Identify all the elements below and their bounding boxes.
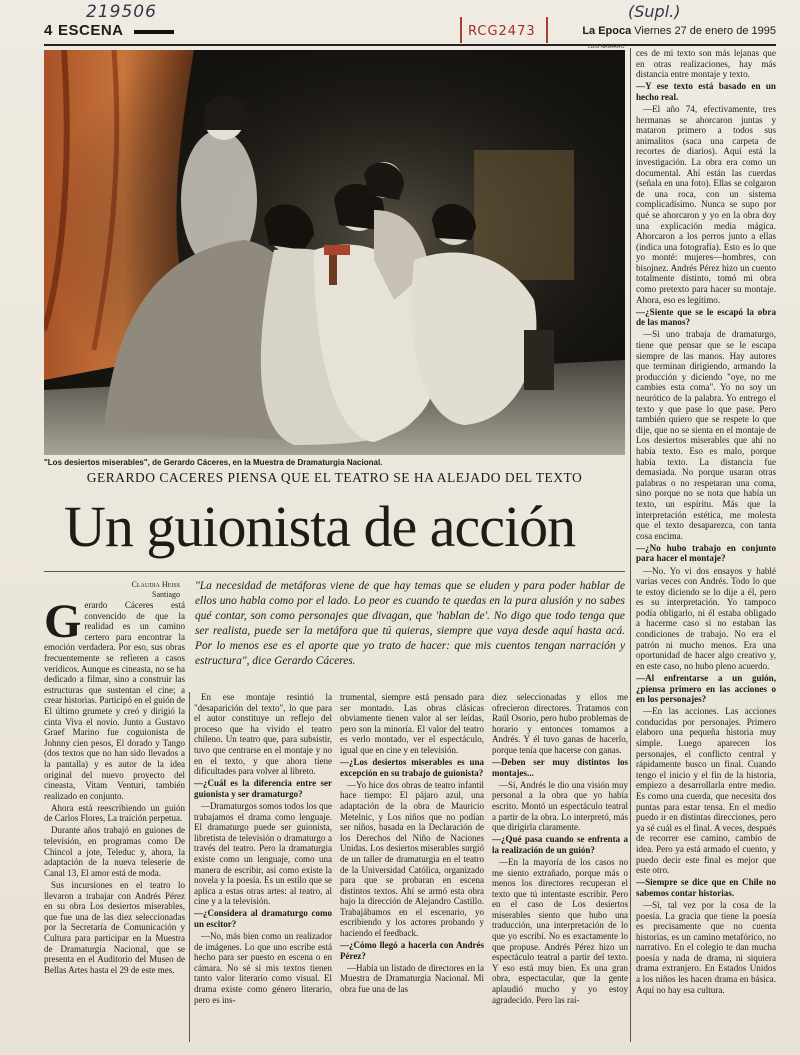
article-column-1	[44, 595, 185, 977]
interview-question: —Siempre se dice que en Chile no sabemos contar historias.	[636, 877, 776, 898]
byline-author: Claudia Heiss	[131, 580, 180, 589]
masthead	[44, 22, 776, 46]
publication-date: Viernes 27 de enero de 1995	[634, 25, 776, 37]
paragraph: —No, más bien como un realizador de imágenes. Lo que uno escribe está hecho para ser puesto en escena o en cámara. No sé si mis textos tienen tanto valor literario como visual. El drama existe como género literario, pero es ins-	[194, 931, 332, 1005]
article-column-3	[340, 692, 484, 996]
paragraph: —Si uno trabaja de dramaturgo, tiene que pensar que se le escapa siempre de las manos. Hay autores que terminan dirigiendo, armando la producción y diciendo "oye, no me cambies esta coma". Yo no soy un neurótico de la palabra. Yo entrego el texto y que pase lo que pase. Pero también quiero que se respete lo que dije, que no se sienta en el montaje de Los desiertos miserables que ahí no había texto. Eso es malo, porque había texto. La distancia fue demasiada. No porque usaran otras palabras o no respetaran una coma, sino porque no se nota que había un texto, un espíritu. Más que la interpretación estética, me molesta que el texto desaparezca, con tanta cosa encima.	[636, 329, 776, 541]
paragraph: —En la mayoría de los casos no me siento extrañado, porque más o menos los directores recuperan el texto que tú intentaste escribir. Pero en el caso de Los desiertos miserables siento que hubo una traducción, una interpretación de lo que yo escribí. No es exactamente lo que propuse. Andrés Pérez hizo un espectáculo teatral a partir del texto. Y eso está muy bien. Es una gran obra, espectacular, que la gente aplaudió mucho y yo estoy agradecido. Pero las raí-	[492, 856, 628, 1005]
handwritten-archive-number: 219506	[86, 2, 157, 22]
section-bar	[134, 30, 174, 34]
paragraph: En ese montaje resintió la "desaparición del texto", lo que para el autor constituye un reflejo del proceso que ha vivido el teatro chileno. Un teatro que, para subsistir, tuvo que centrarse en el montaje y no en el texto, y que ahora tiene dificultades para volver al libreto.	[194, 692, 332, 777]
interview-question: —¿Siente que se le escapó la obra de las manos?	[636, 306, 776, 328]
interview-question: —¿Cómo llegó a hacerla con Andrés Pérez?	[340, 940, 484, 961]
photo-credit: LUIS NAVARRO	[588, 44, 625, 50]
article-column-4	[492, 692, 628, 1007]
interview-question: —Deben ser muy distintos los montajes...	[492, 757, 628, 778]
paragraph: Sus incursiones en el teatro lo llevaron a trabajar con Andrés Pérez en su obra Los desiertos miserables, que fue una de las diez seleccionadas por la Secretaría de Comunicación y Cultura para participar en la Muestra de Dramaturgia Nacional, que se presenta en el Auditorio del Museo de Bellas Artes hasta el 29 de este mes.	[44, 879, 185, 975]
article-column-2	[194, 692, 332, 1007]
publication-line	[582, 25, 776, 37]
interview-question: —¿Qué pasa cuando se enfrenta a la realización de un guión?	[492, 834, 628, 855]
paragraph-continued: diez seleccionadas y ellos me ofrecieron directores. Tratamos con Raúl Osorio, pero hubo problemas de horario y entonces tomamos a Andrés. Y él tuvo ganas de hacerlo, porque tenía que hacerse con ganas.	[492, 692, 628, 755]
paragraph: —En las acciones. Las acciones conducidas por personajes. Primero elaboro una pequeña historia muy simple. Luego aparecen los personajes, el conflicto central y rápidamente busco un final. Cuando tengo el inicio y el fin de la historia, empiezo a desarrollarla entre medio. Es como una cuerda, que necesita dos puntas para estar tensa. En el medio puedo ir en distintas direcciones, pero ya sé cuál es el final. A veces, después de recorrer ese camino, cambio de idea. Pero ya está armado el cuento, y puedo decir este final es mejor que este otro.	[636, 706, 776, 876]
headline-rule	[44, 571, 625, 572]
byline-place: Santiago	[152, 590, 180, 599]
paragraph: —Sí, Andrés le dio una visión muy personal a la obra que yo había escrito. Montó un espectáculo teatral a partir de la obra. Lo interpretó, más que dirigirla claramente.	[492, 779, 628, 833]
interview-question: —¿No hubo trabajo en conjunto para hacer el montaje?	[636, 542, 776, 564]
paragraph: erardo Cáceres está convencido de que la realidad es un camino certero para encontrar la emoción verdadera. Por eso, sus obras frecuentemente se refieren a casos verídicos. Aunque es cineasta, no se ha dedicado a filmar, sino a construir las estructuras que sustentan el cine; a crear historias. Participó en el guión de El último grumete y creó y dirigió la cinta Viva el novio. Junto a Gustavo Graef Marino fue coguionista de Johnny cien pesos, El dorado y Tango (dos textos que no han sido llevados a la pantalla) y es autor de la idea original del nuevo proyecto del cineasta, Vitam Venturi, también realizado en conjunto.	[44, 600, 185, 801]
handwritten-note: (Supl.)	[628, 2, 681, 21]
column-rule	[630, 48, 631, 1042]
photo-caption: "Los desiertos miserables", de Gerardo Cáceres, en la Muestra de Dramaturgia Nacional.	[44, 458, 383, 467]
paragraph: —El año 74, efectivamente, tres hermanas se ahorcaron juntas y mataron primero a todos sus animalitos (saca una carpeta de recortes de diarios). Aquí está la investigación. La obra era como un documental. Ahí están las cuerdas (señala en una foto). Ellas se colgaron de una roca, con un sistema complicadísimo. Nunca se supo por qué se ahorcaron y yo en la obra doy una explicación media mágica. Ahorcaron a los perros junto a ellas (indica una fotografía). Esto es lo que yo monté: mujeres—hombres, con bisojnez. Andrés Pérez hizo un cuento totalmente distinto, tomó mi obra como pretexto para hacer su montaje. Ahora, eso es legítimo.	[636, 103, 776, 305]
reference-code: RCG2473	[468, 24, 536, 39]
paragraph: —Yo hice dos obras de teatro infantil hace tiempo: El pájaro azul, una adaptación de la obra de Mauricio Metelnic, y Los niños que no podían ser niños, basada en la Declaración de los Derechos del Niño de Naciones Unidas. Los desiertos miserables surgió de un taller de dramaturgia en el teatro de la Universidad Católica, organizado para que se probaran en escena distintos textos. Ahí se armó esta obra bajo la dirección de Alejandro Castillo. Trabajábamos en el escenario, yo escribiendo y los actores probando y haciendo el feedback.	[340, 779, 484, 939]
section-name: ESCENA	[58, 22, 124, 39]
theatre-photo	[44, 50, 625, 455]
paragraph: —Había un listado de directores en la Muestra de Dramaturgia Nacional. Mi obra fue una de las	[340, 962, 484, 995]
interview-question: —¿Los desiertos miserables es una excepción en su trabajo de guionista?	[340, 757, 484, 778]
paragraph: Durante años trabajó en guiones de televisión, en programas como De Chincol a jote, Teleduc y, ahora, la adaptación de la nueva teleserie de Canal 13, El amor está de moda.	[44, 825, 185, 878]
article-lede: "La necesidad de metáforas viene de que hay temas que se eluden y para poder hablar de ellos uno habla como por el lado. Lo peor es cuando te quedas en la pura alusión y no sabes qué contar, son como personajes que divagan, que 'hablan de'. No digo que todo tenga que ser realista, puede ser la metáfora que tú quieras, siempre que vaya desde aquí hasta acá. Por lo menos ese es el aporte que yo trato de hacer: que mis cuentos tengan narración y estructura", dice Gerardo Cáceres.	[195, 580, 625, 667]
page-number: 4	[44, 22, 53, 39]
theatre-scene-illustration	[44, 50, 625, 455]
interview-question: —Al enfrentarse a un guión, ¿piensa primero en las acciones o en los personajes?	[636, 672, 776, 705]
interview-question: —Y ese texto está basado en un hecho real.	[636, 81, 776, 102]
publication-name: La Epoca	[582, 25, 632, 37]
interview-question: —¿Cuál es la diferencia entre ser guionista y ser dramaturgo?	[194, 778, 332, 799]
drop-cap: G	[44, 595, 82, 648]
paragraph: —No. Yo vi dos ensayos y hablé varias veces con Andrés. Todo lo que te estoy diciendo se lo dije a él, pero es su interpretación. Yo tampoco podía obligarlo, ni él estaba obligado a hacerme caso si no estaban las condiciones de trabajo. No era el patrón ni mucho menos. Era una oportunidad de hacer algo creativo y, en este caso, no hubo pleno acuerdo.	[636, 565, 776, 671]
article-column-5	[636, 48, 776, 997]
article-kicker: GERARDO CACERES PIENSA QUE EL TEATRO SE HA ALEJADO DEL TEXTO	[86, 470, 583, 485]
paragraph-continued: trumental, siempre está pensado para ser montado. Las obras clásicas obviamente tienen valor al ser leídas, pero son la minoría. El valor del teatro es verlo montado, ver el espectáculo, igual que en cine y en televisión.	[340, 692, 484, 755]
paragraph: —Sí, tal vez por la cosa de la poesía. La gracia que tiene la poesía es precisamente que no cuenta historias, es un camino metafórico, no narrativo. En el colegio te dan mucha poesía y nada de drama, ni siquiera drama extranjero. En Estados Unidos a los niños les hacen drama en básica. Aquí no hay esa cultura.	[636, 899, 776, 995]
article-headline: Un guionista de acción	[64, 494, 576, 559]
column-rule	[189, 692, 190, 1042]
interview-question: —¿Considera al dramaturgo como un escitor?	[194, 908, 332, 929]
paragraph-continued: ces de mi texto son más lejanas que en otras realizaciones, hay más distancia entre montaje y texto.	[636, 48, 776, 80]
paragraph: Ahora está reescribiendo un guión de Carlos Flores, La traición perpetua.	[44, 802, 185, 824]
paragraph: —Dramaturgos somos todos los que trabajamos el drama como lenguaje. El dramaturgo puede ser guionista, libretista de televisión o dramaturgo a través del teatro. Pero la dramaturgia existe como un lenguaje, como una manera de escribir, así como existe la novela y la poesía. Es un estilo que se aplica a estas otras artes: al teatro, al cine y a la televisión.	[194, 800, 332, 907]
